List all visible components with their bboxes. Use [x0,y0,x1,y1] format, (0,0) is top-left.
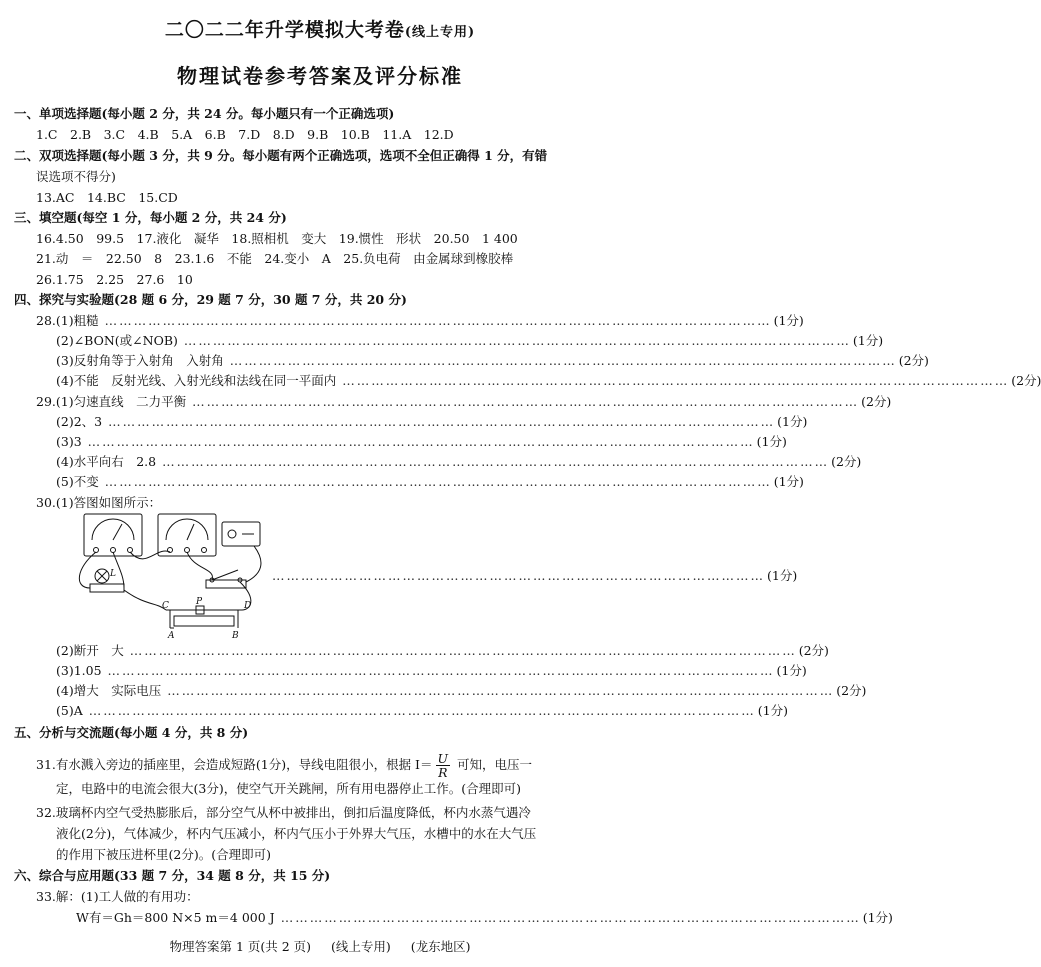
section-3-line-3: 26.1.75 2.25 27.6 10 [36,272,193,287]
answer-row: (2)∠BON(或∠NOB) ………………………………………………………………………………………………………………………… (1分) [56,331,628,351]
answer-row: W有＝Gh＝800 N×5 m＝4 000 J ………………………………………………………………………………………………………… (1分) [76,908,628,928]
label-p: P [196,597,203,607]
wire [79,552,96,588]
leader-dots: ………………………………………………………………………………………………………………………… [342,373,1010,388]
leader-dots: ………………………………………………………………………………………………………… [280,910,861,925]
q32-line-2: 液化(2分)，气体减少，杯内气压减小，杯内气压小于外界大气压，水槽中的水在大气压 [56,826,537,841]
section-4-heading: 四、探究与实验题(28 题 6 分，29 题 7 分，30 题 7 分，共 20 分) [14,292,407,307]
footer-region: (龙东地区) [410,939,471,954]
section-1-answers: 1.C 2.B 3.C 4.B 5.A 6.B 7.D 8.D 9.B 10.B 11.A 12.D [36,127,454,142]
label-d: D [244,601,252,611]
answer-row: (2)断开 大 ………………………………………………………………………………………………………………………… (2分) [56,641,628,661]
power-switch-icon [228,530,236,538]
exam-title [0,20,640,43]
formula-fraction: $\frac{U}{R}$ [437,751,449,780]
leader-dots: ………………………………………………………………………………………… [272,568,765,583]
section-3-line-2: 21.动 ＝ 22.50 8 23.1.6 不能 24.变小 A 25.负电荷 由金属球到橡胶棒 [36,251,514,266]
leader-dots: ………………………………………………………………………………………………………………………… [183,333,851,348]
answer-row: (4)增大 实际电压 ………………………………………………………………………………………………………………………… (2分) [56,681,628,701]
leader-dots: ………………………………………………………………………………………………………………………… [162,454,830,469]
q32-line-1: 32.玻璃杯内空气受热膨胀后，部分空气从杯中被排出，倒扣后温度降低，杯内水蒸气遇冷 [36,805,531,820]
leader-dots: ………………………………………………………………………………………………………………………… [88,703,756,718]
switch-base [206,580,246,588]
answer-row: (4)水平向右 2.8 ………………………………………………………………………………………………………………………… (2分) [56,452,628,472]
leader-dots: ………………………………………………………………………………………………………………………… [87,434,755,449]
label-c: C [162,601,169,611]
ammeter-scale [166,519,208,540]
label-l: L [110,569,116,579]
ammeter-needle [187,524,194,540]
q33-equation: W有＝Gh＝800 N×5 m＝4 000 J [76,910,275,925]
voltmeter-terminal [94,548,99,553]
voltmeter-terminal [111,548,116,553]
q33-intro: 33.解：(1)工人做的有用功： [36,889,199,904]
answer-row: (3)反射角等于入射角 入射角 ………………………………………………………………………………………………………………………… (2分) [56,351,628,371]
answer-row: (4)不能 反射光线、入射光线和法线在同一平面内 ………………………………………………………………………………………………………………………… (2分) [56,371,628,391]
answer-row: (2)2、3 ………………………………………………………………………………………………………………………… (1分) [56,412,628,432]
answer-row: (3)3 ………………………………………………………………………………………………………………………… (1分) [56,432,628,452]
circuit-diagram [66,510,276,642]
wire [246,546,261,582]
q32-line-3: 的作用下被压进杯里(2分)。(合理即可) [56,847,271,862]
section-2-heading-cont: 误选项不得分) [36,169,116,184]
leader-dots: ………………………………………………………………………………………………………………………… [108,414,776,429]
footer-page-number: 物理答案第 1 页(共 2 页) [169,939,312,954]
q31-line-2: 定，电路中的电流会很大(3分)，使空气开关跳闸，所有用电器停止工作。(合理即可) [56,781,521,796]
leader-dots: ………………………………………………………………………………………………………………………… [167,683,835,698]
page-footer [0,937,640,957]
answer-row: ………………………………………………………………………………………… (1分) [272,566,628,586]
label-b: B [232,631,239,641]
section-3-line-1: 16.4.50 99.5 17.液化 凝华 18.照相机 变大 19.惯性 形状 20.50 1 400 [36,231,518,246]
answer-row: (5)不变 ………………………………………………………………………………………………………………………… (1分) [56,472,628,492]
wire [124,590,166,610]
section-6-heading: 六、综合与应用题(33 题 7 分，34 题 8 分，共 15 分) [14,868,331,883]
leader-dots: ………………………………………………………………………………………………………………………… [107,663,775,678]
label-a: A [168,631,175,641]
section-3-heading: 三、填空题(每空 1 分，每小题 2 分，共 24 分) [14,210,287,225]
exam-subtitle: 物理试卷参考答案及评分标准 [177,64,463,88]
q30-intro: 30.(1)答图如图所示： [36,495,162,510]
voltmeter-needle [113,524,122,540]
voltmeter-scale [92,519,134,540]
q31-line-1: 31.有水溅入旁边的插座里，会造成短路(1分)，导线电阻很小，根据 I＝ $\frac{U}{R}$ 可知，电压一 [36,751,533,780]
switch-lever [212,570,238,580]
answer-row: (5)A ………………………………………………………………………………………………………………………… (1分) [56,701,628,721]
exam-title-main: 二〇二二年升学模拟大考卷 [164,19,405,41]
wire [130,551,170,559]
rheostat-coil [174,616,234,626]
leader-dots: ………………………………………………………………………………………………………………………… [192,394,860,409]
section-2-answers: 13.AC 14.BC 15.CD [36,190,178,205]
section-2-heading: 二、双项选择题(每小题 3 分，共 9 分。每小题有两个正确选项，选项不全但正确得 1 分，有错 [14,148,548,163]
voltmeter-terminal [128,548,133,553]
leader-dots: ………………………………………………………………………………………………………………………… [104,313,772,328]
bulb-base [90,584,124,592]
leader-dots: ………………………………………………………………………………………………………………………… [129,643,797,658]
leader-dots: ………………………………………………………………………………………………………………………… [229,353,897,368]
ammeter-terminal [185,548,190,553]
leader-dots: ………………………………………………………………………………………………………………………… [104,474,772,489]
exam-title-tag: (线上专用) [404,25,476,40]
answer-row: 28.(1)粗糙 ………………………………………………………………………………………………………………………… (1分) [36,311,628,331]
section-1-heading: 一、单项选择题(每小题 2 分，共 24 分。每小题只有一个正确选项) [14,106,395,121]
ammeter-terminal [202,548,207,553]
section-5-heading: 五、分析与交流题(每小题 4 分，共 8 分) [14,725,249,740]
footer-tag: (线上专用) [331,939,391,954]
answer-row: (3)1.05 ………………………………………………………………………………………………………………………… (1分) [56,661,628,681]
answer-row: 29.(1)匀速直线 二力平衡 ………………………………………………………………………………………………………………………… (2分) [36,392,628,412]
